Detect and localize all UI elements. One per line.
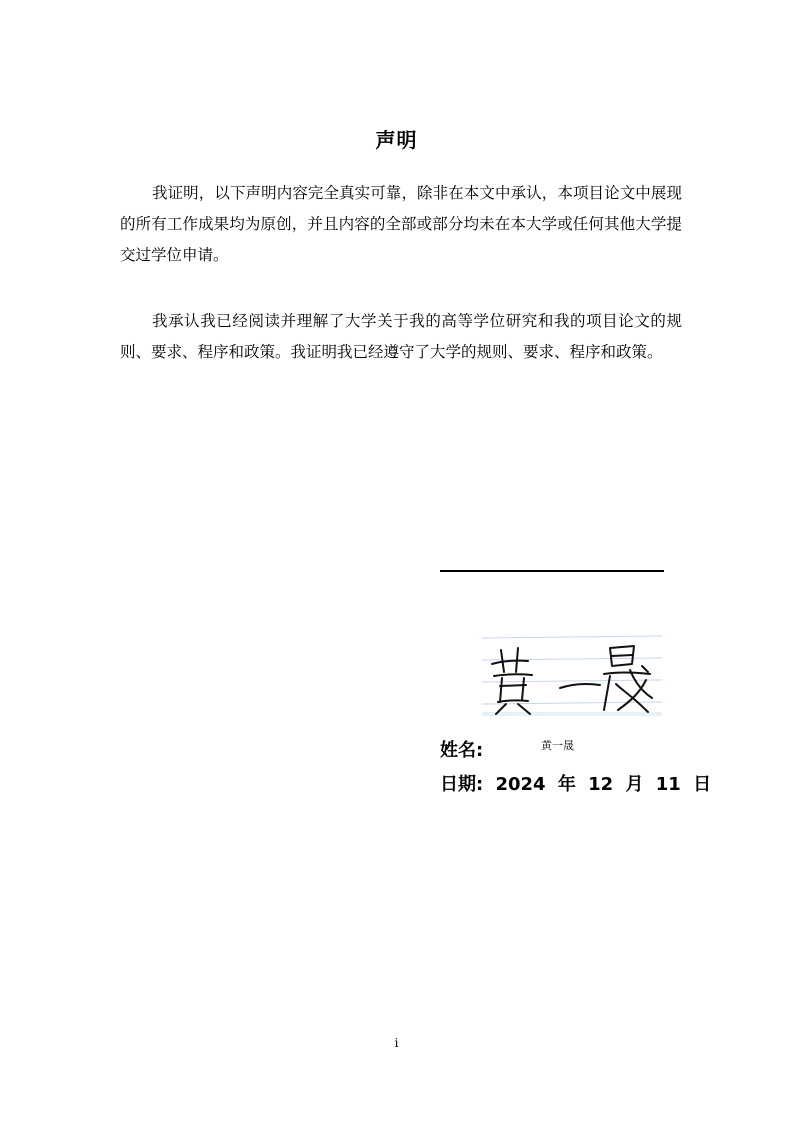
handwritten-signature-image (482, 630, 662, 720)
date-month-unit: 月 (625, 774, 644, 795)
name-label: 姓名: (440, 740, 484, 761)
date-month: 12 (588, 774, 614, 795)
date-row (440, 770, 711, 796)
page-number: i (394, 1036, 399, 1050)
page-title: 声明 (375, 128, 418, 152)
date-day-unit: 日 (693, 774, 712, 795)
date-year: 2024 (495, 774, 546, 795)
name-value: 黄一晟 (541, 739, 574, 752)
declaration-paragraph-1: 我证明，以下声明内容完全真实可靠，除非在本文中承认，本项目论文中展现的所有工作成果均为原创，并且内容的全部或部分均未在本大学或任何其他大学提交过学位申请。 (120, 184, 682, 264)
date-year-unit: 年 (557, 774, 576, 795)
signature-line (440, 570, 664, 572)
date-label: 日期: (440, 774, 484, 795)
date-day: 11 (655, 774, 681, 795)
declaration-paragraph-2: 我承认我已经阅读并理解了大学关于我的高等学位研究和我的项目论文的规则、要求、程序和政策。我证明我已经遵守了大学的规则、要求、程序和政策。 (120, 312, 682, 361)
